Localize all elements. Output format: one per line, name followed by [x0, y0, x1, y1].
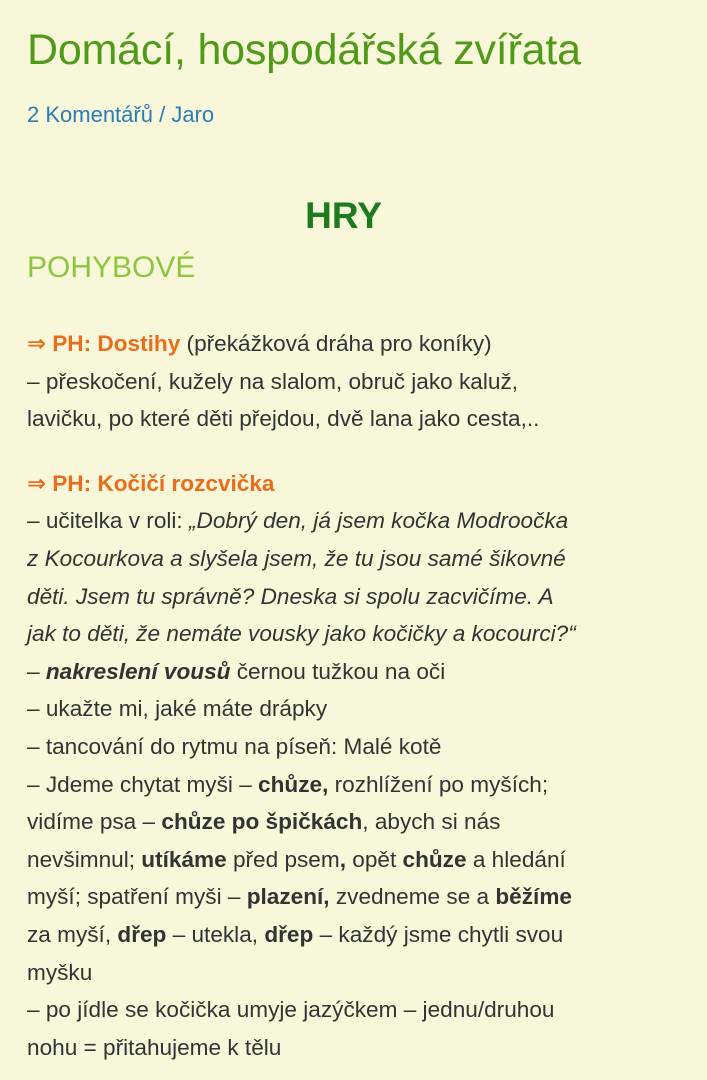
- section-title: HRY: [305, 195, 382, 236]
- emphasis-text: chůze,: [258, 771, 329, 797]
- arrow-icon: ⇒: [27, 331, 46, 356]
- emphasis-text: chůze: [402, 846, 467, 872]
- quote-line: jak to děti, že nemáte vousky jako kočičky a kocourci?“: [27, 621, 576, 647]
- text-line: myšku: [27, 959, 93, 985]
- intro-prefix: – učitelka v roli:: [27, 508, 189, 534]
- text-line: – ukažte mi, jaké máte drápky: [27, 696, 328, 722]
- category-link[interactable]: Jaro: [171, 102, 215, 127]
- game-label: PH: Kočičí rozcvička: [52, 470, 275, 496]
- text-span: – každý jsme chytli svou: [313, 921, 564, 947]
- text-line: – přeskočení, kužely na slalom, obruč jako kaluž,: [27, 368, 519, 394]
- text-line: [27, 502, 687, 540]
- comments-link[interactable]: 2 Komentářů: [27, 102, 153, 127]
- text-line: – po jídle se kočička umyje jazýčkem – jednu/druhou: [27, 997, 555, 1023]
- text-span: –: [27, 658, 46, 684]
- quote-line: děti. Jsem tu správně? Dneska si spolu zacvičíme. A: [27, 583, 554, 609]
- text-line: lavičku, po které děti přejdou, dvě lana jako cesta,..: [27, 406, 540, 432]
- text-line: [27, 653, 687, 691]
- emphasis-text: utíkáme: [141, 846, 227, 872]
- emphasis-text: dřep: [264, 921, 314, 947]
- text-span: opět: [345, 846, 403, 872]
- emphasis-text: nakreslení vousů: [45, 658, 231, 684]
- text-span: před psem: [226, 846, 340, 872]
- text-span: rozhlížení po myších;: [328, 771, 549, 797]
- game-subtitle: (překážková dráha pro koníky): [180, 331, 492, 356]
- text-span: nevšimnul;: [27, 846, 142, 872]
- text-line: nohu = přitahujeme k tělu: [27, 1034, 282, 1060]
- emphasis-text: dřep: [117, 921, 167, 947]
- game-heading: [27, 325, 687, 363]
- emphasis-text: plazení,: [246, 884, 330, 910]
- quote-text: „Dobrý den, já jsem kočka Modroočka: [189, 508, 569, 534]
- game-kocici-rozcvicka: [27, 465, 687, 1067]
- text-line: [27, 766, 687, 804]
- text-span: – Jdeme chytat myši –: [27, 771, 259, 797]
- quote-line: z Kocourkova a slyšela jsem, že tu jsou samé šikovné: [27, 545, 566, 571]
- text-span: a hledání: [466, 846, 566, 872]
- arrow-icon: ⇒: [27, 470, 46, 496]
- game-label: PH: Dostihy: [52, 331, 181, 356]
- game-dostihy: [27, 325, 687, 438]
- text-span: zvedneme se a: [329, 884, 496, 910]
- post-meta: [27, 102, 687, 128]
- subsection-title: POHYBOVÉ: [27, 251, 196, 284]
- text-span: černou tužkou na oči: [230, 658, 446, 684]
- emphasis-text: běžíme: [495, 884, 572, 910]
- meta-separator: /: [152, 102, 172, 127]
- text-line: [27, 841, 687, 879]
- text-span: myší; spatření myši –: [27, 884, 247, 910]
- text-span: – utekla,: [166, 921, 265, 947]
- emphasis-text: ,: [339, 846, 346, 872]
- text-span: , abych si nás: [362, 809, 501, 835]
- text-span: za myší,: [27, 921, 118, 947]
- game-heading: [27, 465, 687, 503]
- text-line: [27, 916, 687, 954]
- text-line: – tancování do rytmu na píseň: Malé kotě: [27, 733, 442, 759]
- text-span: vidíme psa –: [27, 809, 162, 835]
- text-line: [27, 803, 687, 841]
- emphasis-text: chůze po špičkách: [161, 809, 363, 835]
- page-title: Domácí, hospodářská zvířata: [27, 26, 581, 74]
- text-line: [27, 878, 687, 916]
